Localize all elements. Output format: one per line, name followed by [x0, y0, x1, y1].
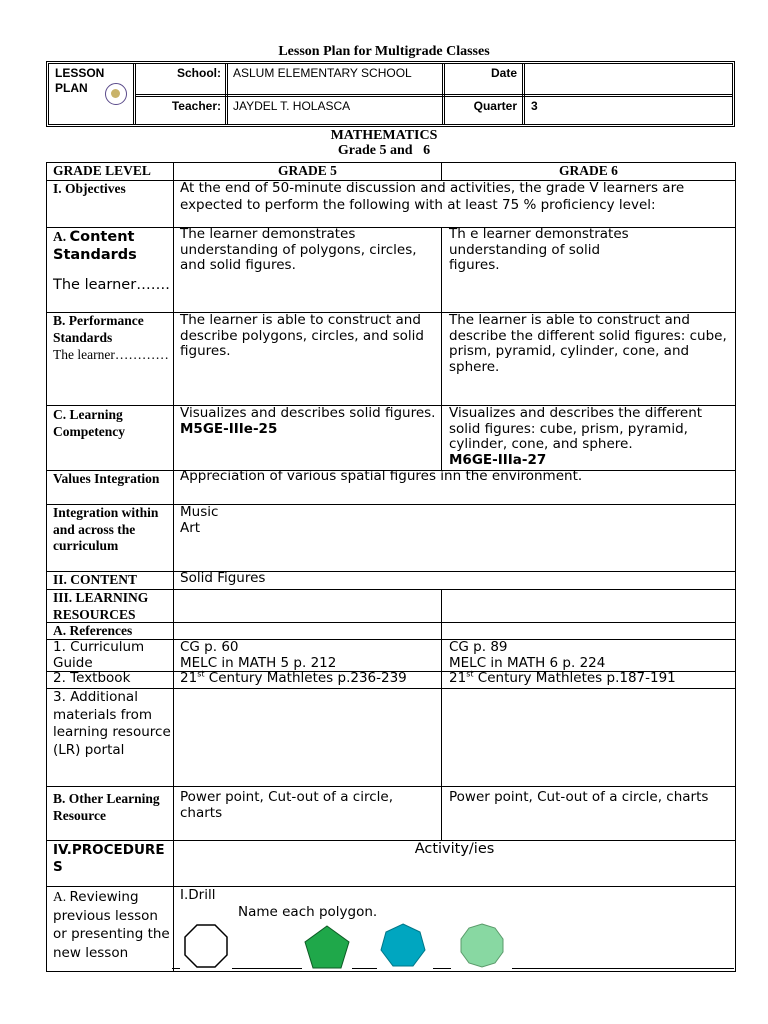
reviewing-prefix: A. [53, 889, 67, 904]
content-standards-g6: Th e learner demonstrates understanding of solid figures. [449, 226, 629, 274]
curriculum-g6-melc: MELC in MATH 6 p. 224 [449, 654, 606, 671]
integration-label: Integration within and across the curriculum [53, 505, 159, 553]
header-divider [136, 94, 732, 97]
objectives-text: At the end of 50-minute discussion and activities, the grade V learners are expected to perform the following with at least 75 % proficiency level: [180, 180, 685, 213]
competency-g6: Visualizes and describes the different solid figures: cube, prism, pyramid, cylinder, cone, and sphere. [449, 405, 703, 453]
heptagon-shape [381, 924, 425, 966]
reviewing-cell [53, 888, 171, 962]
answer-blank[interactable] [512, 968, 734, 969]
other-resources-g6: Power point, Cut-out of a circle, charts [449, 789, 709, 805]
competency-g5: Visualizes and describes solid figures. [180, 405, 436, 421]
performance-g5: The learner is able to construct and describe polygons, circles, and solid figures. [180, 312, 424, 360]
teacher-value[interactable]: JAYDEL T. HOLASCA [233, 99, 351, 113]
answer-blank[interactable] [352, 968, 377, 969]
performance-standards-cell [53, 313, 171, 363]
lesson-table [46, 162, 736, 972]
competency-g5-cell [180, 406, 438, 437]
reviewing-label: Reviewing previous lesson or presenting the new lesson [53, 889, 170, 961]
other-resources-g5: Power point, Cut-out of a circle, charts [180, 789, 393, 821]
answer-blank[interactable] [232, 968, 302, 969]
curriculum-g5-melc: MELC in MATH 5 p. 212 [180, 654, 337, 671]
textbook-g6 [449, 671, 729, 687]
table-border [46, 162, 47, 972]
textbook-g6-title: Century Mathletes p.187-191 [473, 670, 676, 686]
competency-g6-code: M6GE-IIIa-27 [449, 451, 547, 468]
row-divider [46, 786, 736, 787]
other-resources-label: B. Other Learning Resource [53, 791, 160, 823]
integration-music: Music [180, 504, 219, 520]
performance-learner: The learner………… [53, 347, 169, 362]
textbook-g6-number: 21 [449, 670, 467, 686]
additional-materials-label: 3. Additional materials from learning resource (LR) portal [53, 689, 171, 758]
curriculum-g6-cg: CG p. 89 [449, 639, 508, 655]
procedures-label: IV.PROCEDURES [53, 842, 165, 875]
values-label: Values Integration [53, 471, 160, 486]
textbook-label: 2. Textbook [53, 670, 131, 686]
grade-level-label: GRADE LEVEL [53, 163, 151, 178]
content-standards-learner: The learner……. [53, 277, 170, 293]
values-text: Appreciation of various spatial figures inn the environment. [180, 468, 583, 484]
content-standards-g5: The learner demonstrates understanding of polygons, circles, and solid figures. [180, 226, 417, 274]
column-divider [441, 589, 442, 840]
row-divider [46, 840, 736, 841]
curriculum-label: 1. Curriculum Guide [53, 639, 145, 671]
lesson-plan-label: LESSON PLAN [55, 66, 105, 95]
performance-g6: The learner is able to construct and describe the different solid figures: cube, prism, pyramid, cylinder, cone, and sphere. [449, 312, 727, 375]
grade6-header: GRADE 6 [559, 163, 618, 178]
content-standards-prefix: A. [53, 229, 67, 244]
curriculum-g5-cell [180, 640, 438, 671]
activities-label: Activity/ies [414, 841, 495, 857]
integration-art: Art [180, 519, 201, 536]
references-label: A. References [53, 623, 133, 638]
competency-label: C. Learning Competency [53, 407, 125, 439]
performance-label: B. Performance Standards [53, 313, 144, 345]
header-box [46, 61, 735, 127]
drill-label: I.Drill [180, 887, 216, 903]
integration-cell [180, 505, 480, 536]
content-text: Solid Figures [180, 570, 266, 586]
content-label: II. CONTENT [53, 572, 138, 587]
objectives-label: I. Objectives [53, 181, 126, 196]
table-border [735, 162, 736, 972]
quarter-value[interactable]: 3 [531, 99, 538, 113]
curriculum-g6-cell [449, 640, 729, 671]
document-title: Lesson Plan for Multigrade Classes [278, 44, 490, 59]
textbook-g5-title: Century Mathletes p.236-239 [204, 670, 407, 686]
curriculum-g5-cg: CG p. 60 [180, 639, 239, 655]
row-divider [46, 886, 736, 887]
pentagon-shape [305, 926, 349, 968]
textbook-g5 [180, 671, 438, 687]
answer-blank[interactable] [433, 968, 451, 969]
grade5-header: GRADE 5 [278, 163, 337, 178]
decagon-shape [461, 924, 503, 967]
drill-instruction: Name each polygon. [238, 904, 378, 920]
grades-line: Grade 5 and 6 [337, 143, 431, 158]
textbook-g5-ordinal: st [197, 669, 205, 679]
deped-seal-icon [105, 83, 127, 105]
date-label: Date [490, 66, 517, 80]
column-divider [441, 227, 442, 470]
competency-g5-code: M5GE-IIIe-25 [180, 420, 278, 437]
textbook-g5-number: 21 [180, 670, 198, 686]
school-label: School: [177, 66, 221, 80]
teacher-label: Teacher: [171, 99, 221, 113]
quarter-label: Quarter [473, 99, 517, 113]
octagon-shape [185, 925, 227, 967]
subject-heading [0, 128, 768, 158]
textbook-g6-ordinal: st [466, 669, 474, 679]
competency-g6-cell [449, 406, 729, 468]
resources-label: III. LEARNING RESOURCES [53, 590, 149, 622]
content-standards-cell [53, 228, 171, 294]
row-divider [46, 571, 736, 572]
answer-blank[interactable] [172, 968, 180, 969]
subject-title: MATHEMATICS [330, 128, 438, 143]
polygon-drill-shapes [180, 920, 720, 974]
school-value[interactable]: ASLUM ELEMENTARY SCHOOL [233, 66, 412, 80]
content-standards-label: Content Standards [53, 229, 137, 263]
